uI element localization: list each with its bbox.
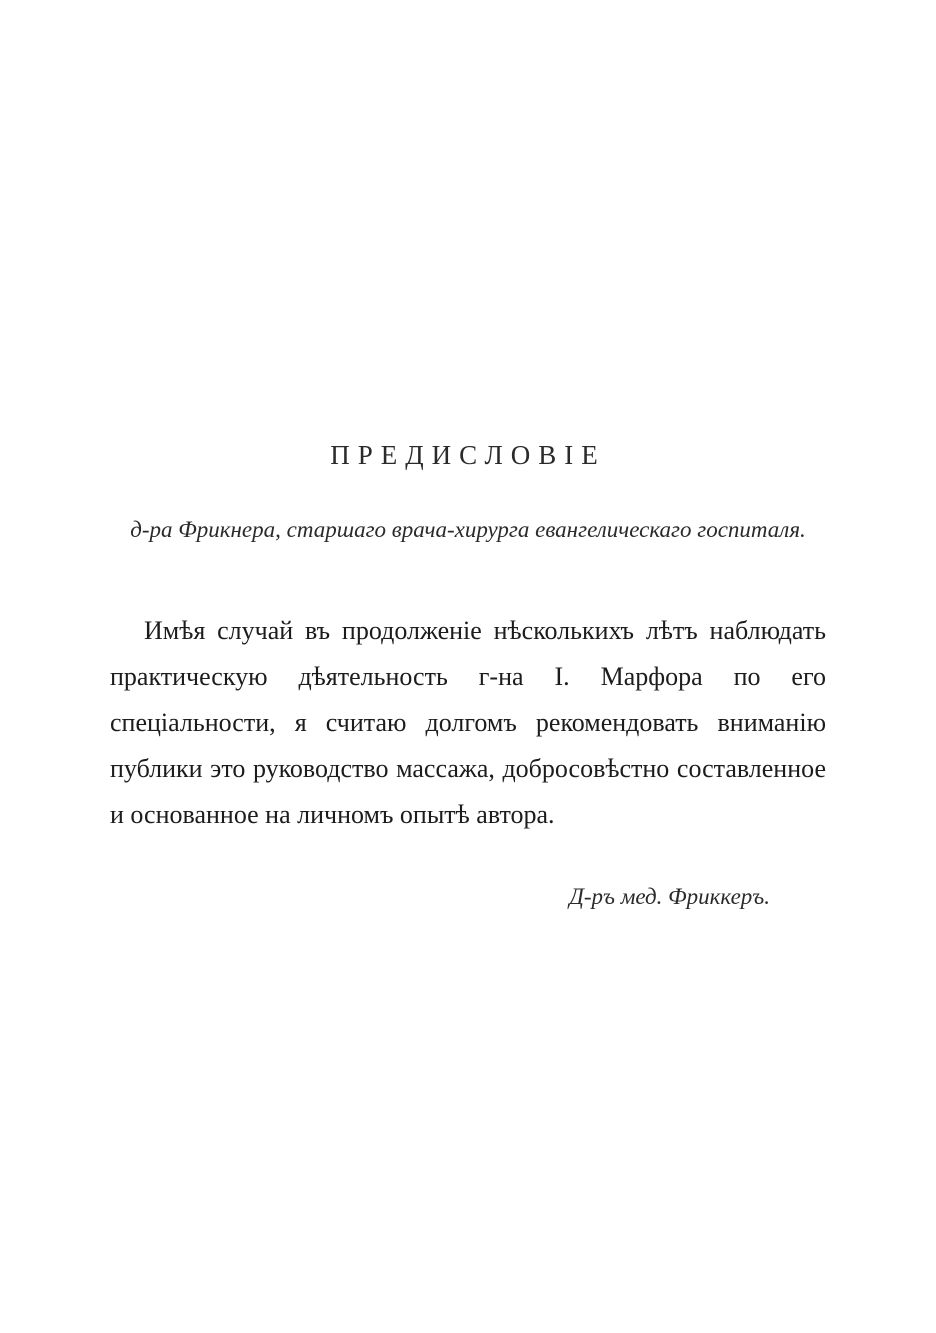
subtitle: д-ра Фрикнера, старшаго врача-хирурга евангелическаго госпиталя. xyxy=(130,517,806,542)
signature: Д-ръ мед. Фриккеръ. xyxy=(569,884,770,909)
page-title: ПРЕДИСЛОВІЕ xyxy=(330,440,606,470)
body-paragraph: Имѣя случай въ продолженіе нѣсколькихъ лѣтъ наблюдать практическую дѣятельность г-на І. Марфора по его спеціальности, я считаю долгомъ рекомендовать вниманію публики это руководство массажа, добросовѣстно составленное и основанное на личномъ опытѣ автора. xyxy=(110,616,826,829)
